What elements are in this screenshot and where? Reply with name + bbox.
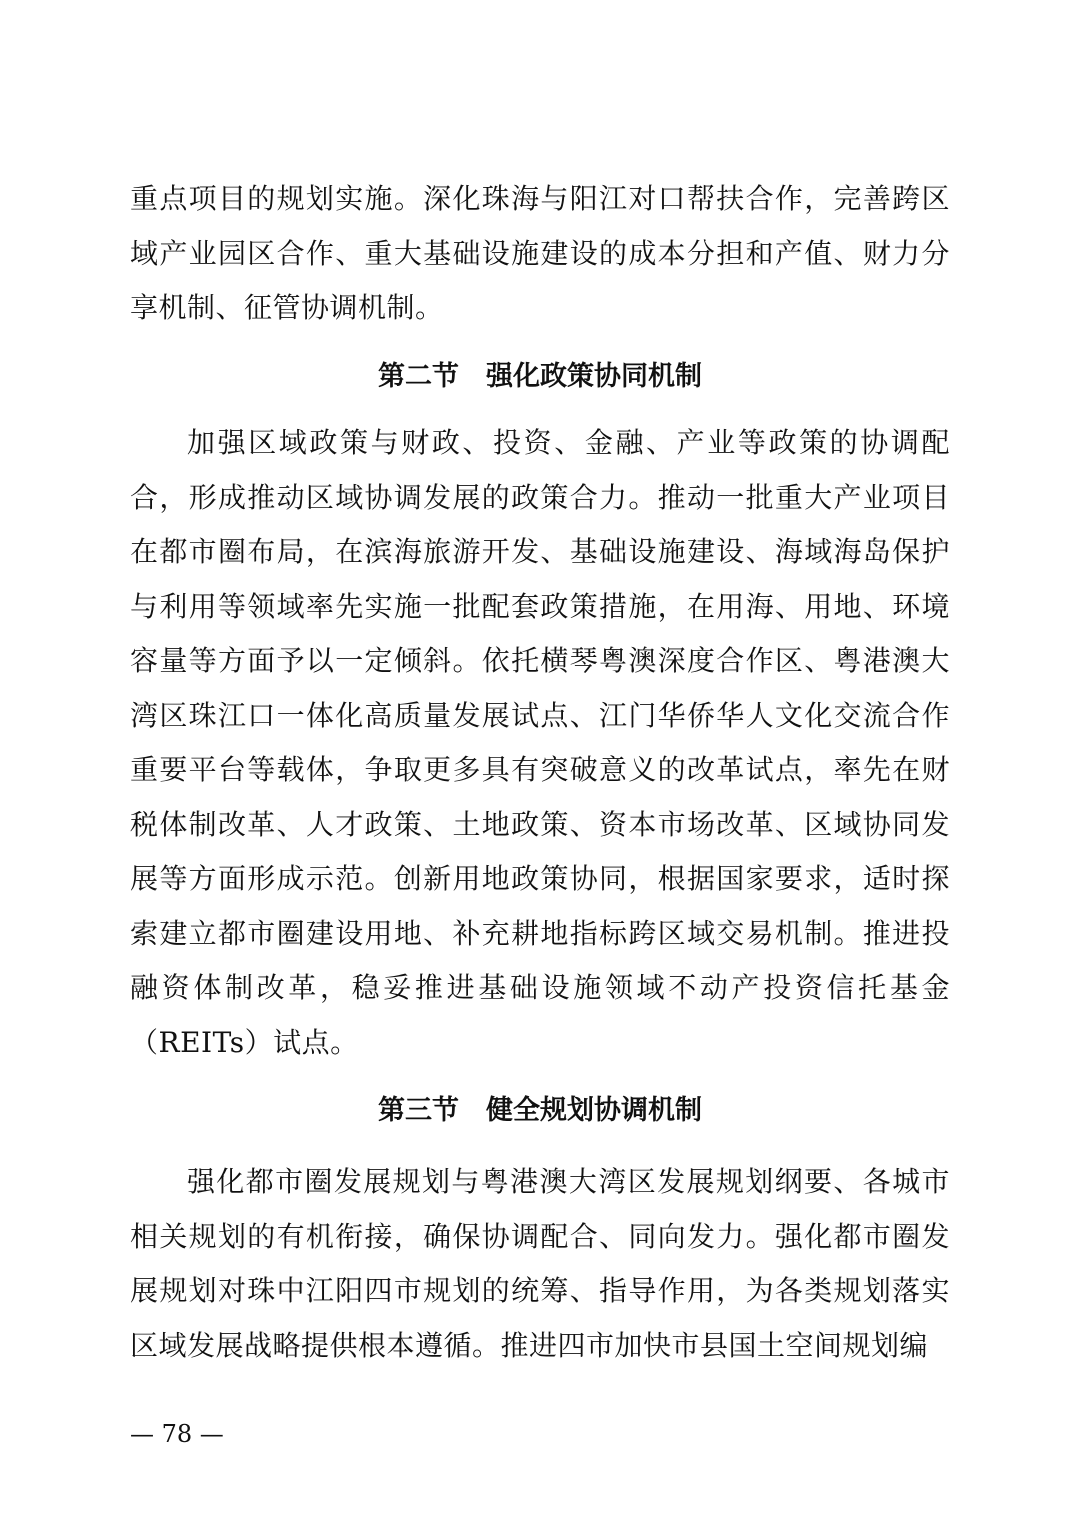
page-number: — 78 — [130,1420,224,1448]
section-heading-2: 第二节 强化政策协同机制 [378,361,702,392]
section-2-paragraph: 加强区域政策与财政、投资、金融、产业等政策的协调配合，形成推动区域协调发展的政策合力。推动一批重大产业项目在都市圈布局，在滨海旅游开发、基础设施建设、海域海岛保护与利用等领域率先实施一批配套政策措施，在用海、用地、环境容量等方面予以一定倾斜。依托横琴粤澳深度合作区、粤港澳大湾区珠江口一体化高质量发展试点、江门华侨华人文化交流合作重要平台等载体，争取更多具有突破意义的改革试点，率先在财税体制改革、人才政策、土地政策、资本市场改革、区域协同发展等方面形成示范。创新用地政策协同，根据国家要求，适时探索建立都市圈建设用地、补充耕地指标跨区域交易机制。推进投融资体制改革，稳妥推进基础设施领域不动产投资信托基金（REITs）试点。 [130,426,950,1059]
section-heading-3: 第三节 健全规划协调机制 [378,1095,702,1126]
paragraph-continued: 重点项目的规划实施。深化珠海与阳江对口帮扶合作，完善跨区域产业园区合作、重大基础设施建设的成本分担和产值、财力分享机制、征管协调机制。 [130,182,950,324]
section-3-paragraph: 强化都市圈发展规划与粤港澳大湾区发展规划纲要、各城市相关规划的有机衔接，确保协调配合、同向发力。强化都市圈发展规划对珠中江阳四市规划的统筹、指导作用，为各类规划落实区域发展战略提供根本遵循。推进四市加快市县国土空间规划编 [130,1165,950,1362]
